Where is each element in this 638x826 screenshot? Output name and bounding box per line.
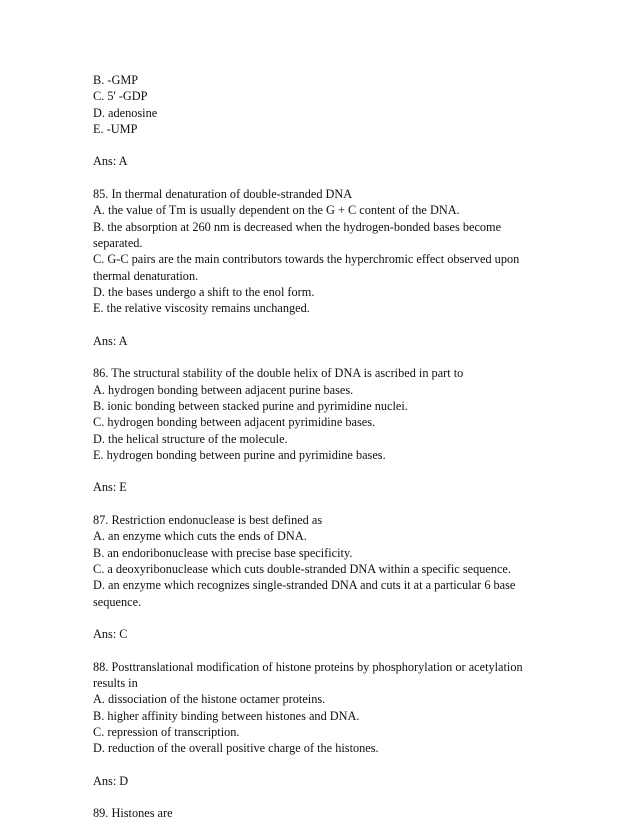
question-line: 86. The structural stability of the double helix of DNA is ascribed in part to	[93, 366, 464, 381]
answer-line: Ans: C	[93, 627, 128, 642]
blank-line	[93, 610, 553, 626]
blank-line	[93, 789, 553, 805]
option-line: D. an enzyme which recognizes single-stranded DNA and cuts it at a particular 6 base	[93, 578, 516, 593]
blank-line	[93, 316, 553, 332]
option-line: C. 5' -GDP	[93, 89, 148, 104]
question-line: 89. Histones are	[93, 806, 173, 821]
blank-line	[93, 642, 553, 658]
option-line: thermal denaturation.	[93, 268, 199, 283]
option-line: C. G-C pairs are the main contributors towards the hyperchromic effect observed upon	[93, 252, 520, 267]
question-line: 87. Restriction endonuclease is best defined as	[93, 513, 323, 528]
option-line: D. reduction of the overall positive charge of the histones.	[93, 741, 379, 756]
answer-line: Ans: D	[93, 773, 129, 788]
option-line: sequence.	[93, 594, 142, 609]
option-line: D. adenosine	[93, 105, 158, 120]
option-line: B. the absorption at 260 nm is decreased when the hydrogen-bonded bases become	[93, 219, 502, 234]
option-line: E. -UMP	[93, 121, 138, 136]
blank-line	[93, 137, 553, 153]
answer-line: Ans: A	[93, 333, 128, 348]
question-line: results in	[93, 675, 138, 690]
option-line: E. the relative viscosity remains unchanged.	[93, 301, 310, 316]
option-line: A. an enzyme which cuts the ends of DNA.	[93, 529, 307, 544]
answer-line: Ans: E	[93, 480, 127, 495]
option-line: D. the bases undergo a shift to the enol form.	[93, 284, 315, 299]
option-line: A. hydrogen bonding between adjacent purine bases.	[93, 382, 354, 397]
option-line: C. repression of transcription.	[93, 724, 240, 739]
option-line: E. hydrogen bonding between purine and pyrimidine bases.	[93, 447, 386, 462]
blank-line	[93, 463, 553, 479]
option-line: D. the helical structure of the molecule.	[93, 431, 288, 446]
option-line: C. hydrogen bonding between adjacent pyrimidine bases.	[93, 415, 376, 430]
option-line: B. an endoribonuclease with precise base specificity.	[93, 545, 353, 560]
option-line: A. the value of Tm is usually dependent on the G + C content of the DNA.	[93, 203, 460, 218]
blank-line	[93, 496, 553, 512]
document-body	[93, 72, 553, 822]
question-line: 85. In thermal denaturation of double-stranded DNA	[93, 187, 353, 202]
answer-line: Ans: A	[93, 154, 128, 169]
option-line: B. ionic bonding between stacked purine and pyrimidine nuclei.	[93, 398, 408, 413]
blank-line	[93, 756, 553, 772]
question-line: 88. Posttranslational modification of histone proteins by phosphorylation or acetylation	[93, 659, 523, 674]
option-line: A. dissociation of the histone octamer proteins.	[93, 692, 326, 707]
option-line: separated.	[93, 235, 143, 250]
blank-line	[93, 170, 553, 186]
option-line: C. a deoxyribonuclease which cuts double-stranded DNA within a specific sequence.	[93, 561, 511, 576]
option-line: B. higher affinity binding between histones and DNA.	[93, 708, 360, 723]
option-line: B. -GMP	[93, 73, 139, 87]
blank-line	[93, 349, 553, 365]
